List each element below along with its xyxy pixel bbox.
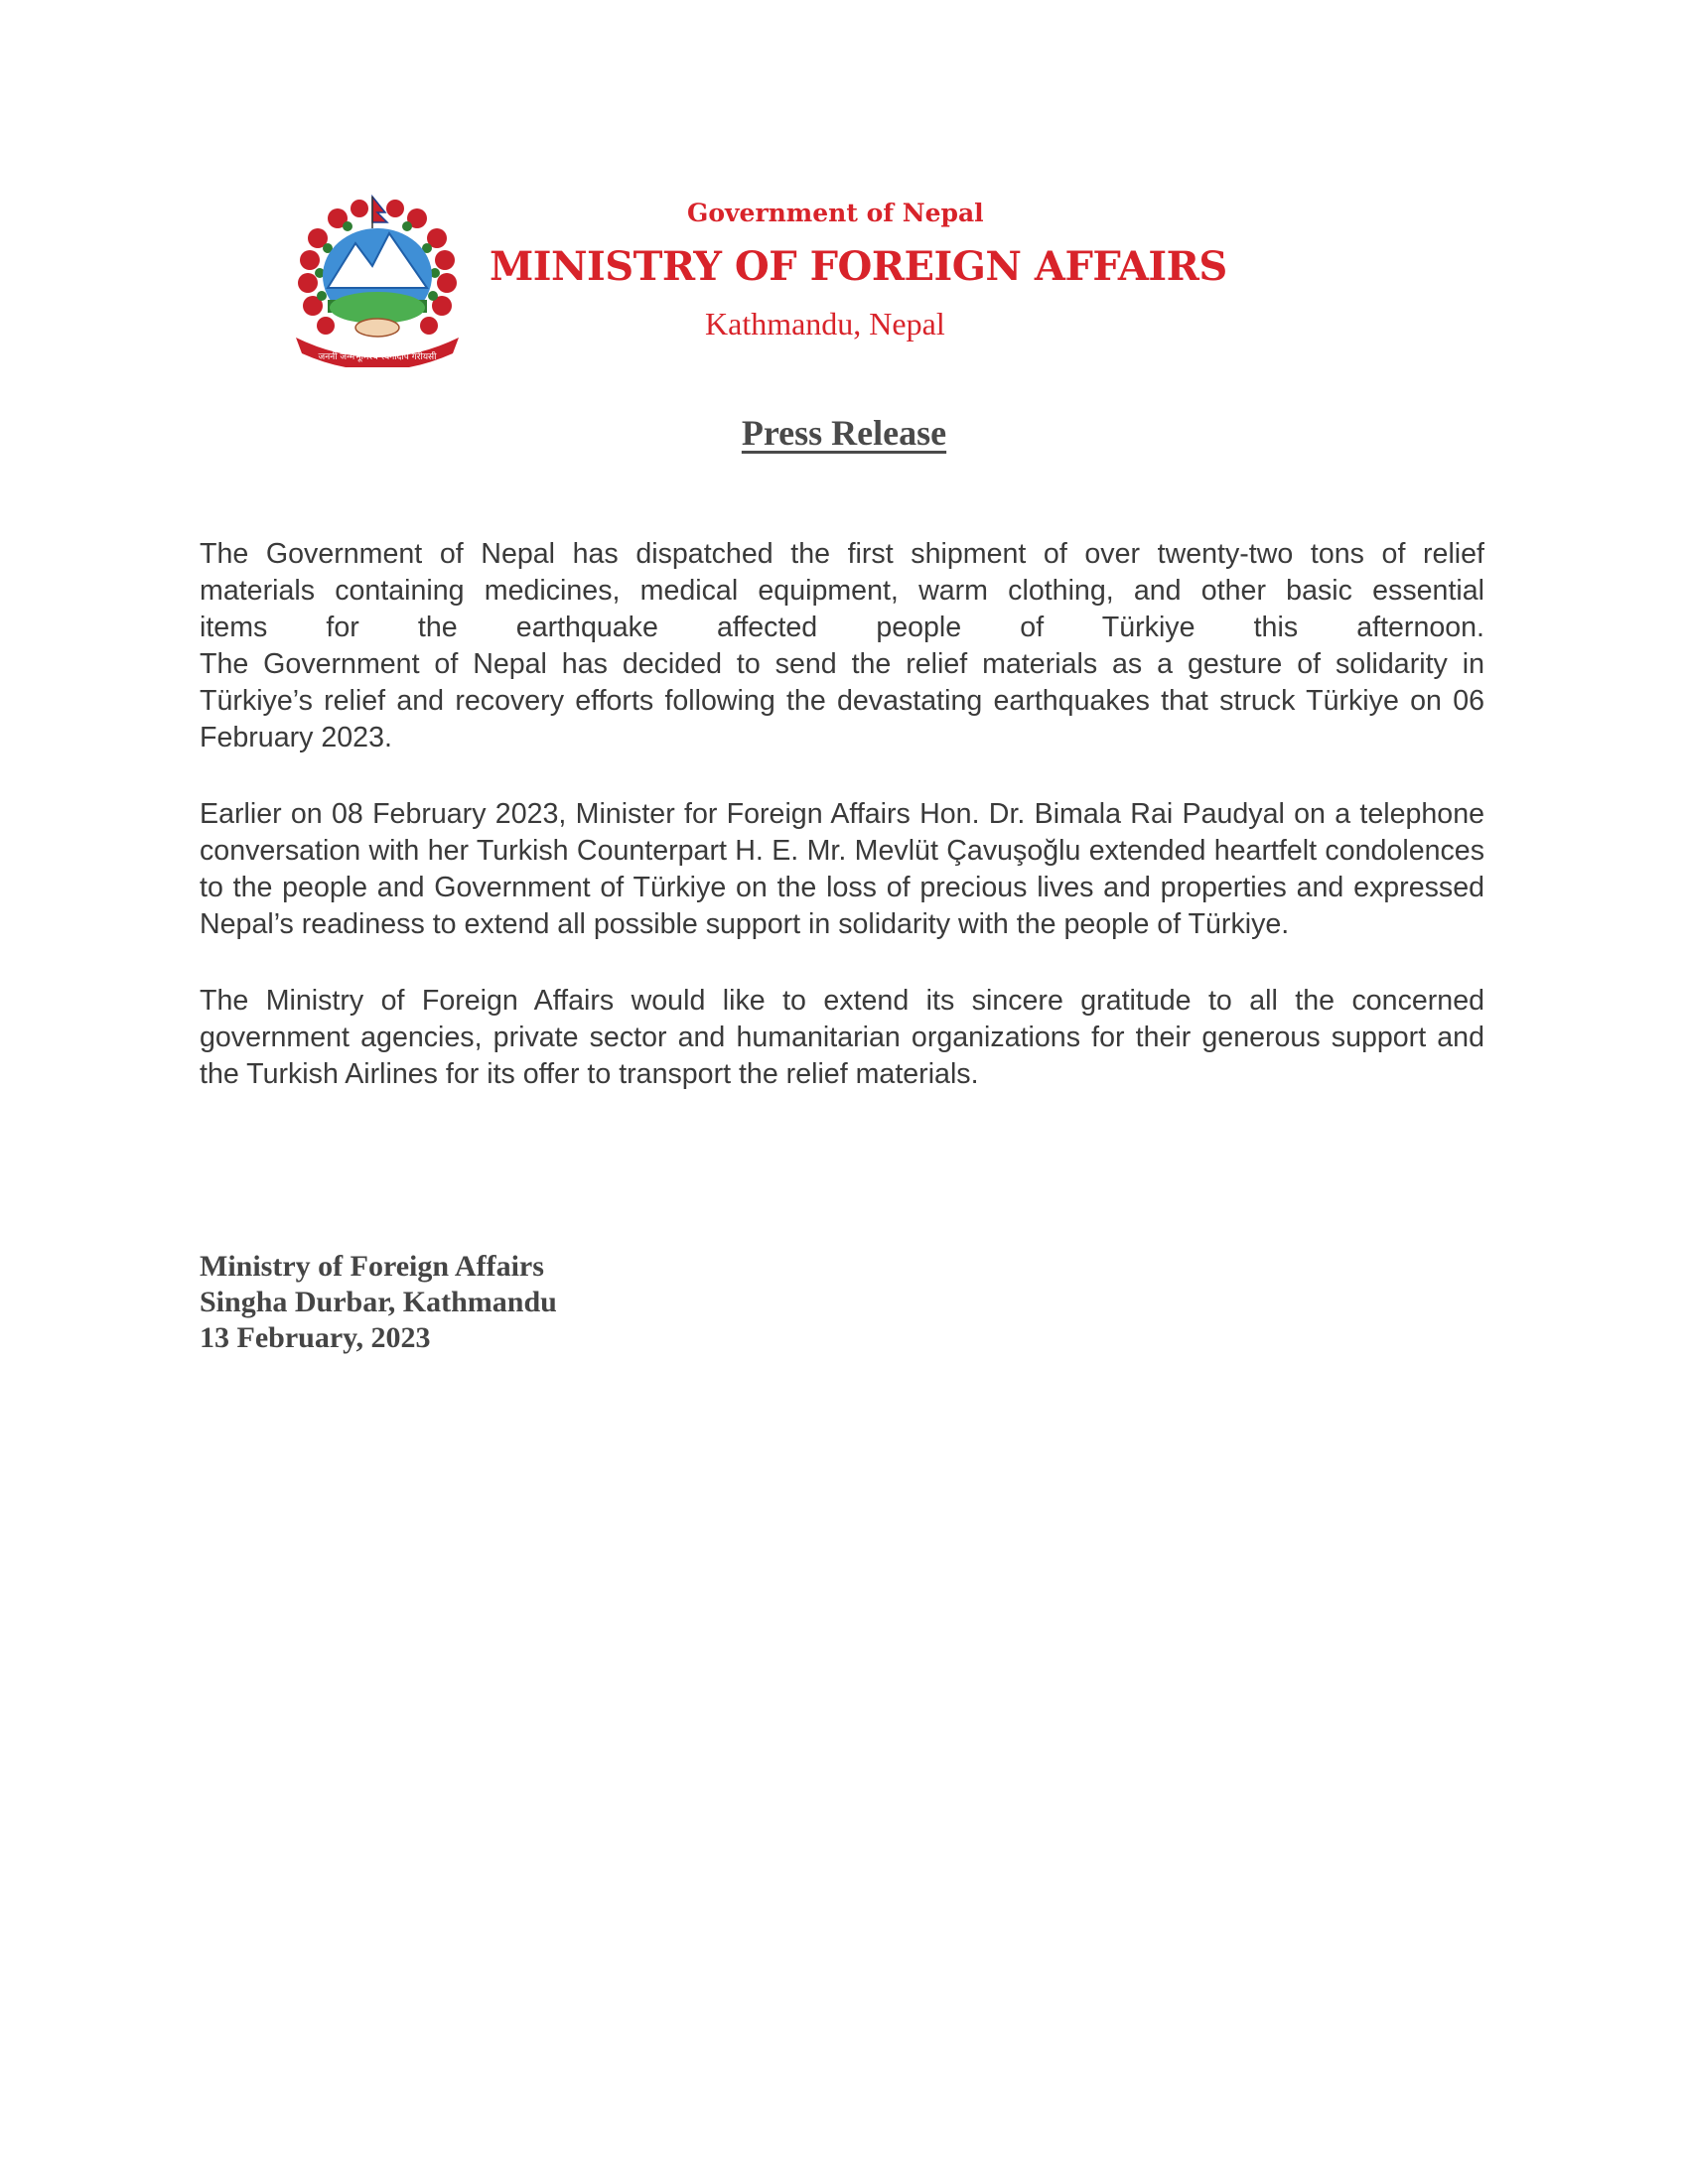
letterhead-city: Kathmandu, Nepal [705,306,945,341]
page-title-text: Press Release [741,413,947,453]
letterhead [278,189,1271,377]
page-title [0,412,1688,454]
signature-address: Singha Durbar, Kathmandu [200,1286,557,1318]
signature-date: 13 February, 2023 [200,1321,431,1354]
svg-text:जननी जन्मभूमिश्च स्वर्गादपि गर: जननी जन्मभूमिश्च स्वर्गादपि गरीयसी [318,352,437,362]
paragraph-2: Earlier on 08 February 2023, Minister for Foreign Affairs Hon. Dr. Bimala Rai Paudyal on a telephone conversation with her Turkish Counterpart H. E. Mr. Mevlüt Çavuşoğlu extended heartfelt condolences to the people and Government of Türkiye on the loss of precious lives and properties and expressed Nepal’s readiness to extend all possible support in solidarity with the people of Türkiye. [200,798,1484,940]
paragraph-1-line-1: The Government of Nepal has dispatched the first shipment of over twenty-two tons of relief [200,538,1484,570]
paragraph-3: The Ministry of Foreign Affairs would like to extend its sincere gratitude to all the concerned government agencies, private sector and humanitarian organizations for their generous support and the Turkish Airlines for its offer to transport the relief materials. [200,985,1484,1090]
nepal-emblem-icon [278,189,477,367]
paragraph-1-line-2: materials containing medicines, medical equipment, warm clothing, and other basic essential [200,575,1484,607]
paragraph-1 [200,536,1484,756]
paragraph-1-line-3: items for the earthquake affected people of Türkiye this afternoon. [200,612,1484,643]
signature-block [200,1249,557,1356]
paragraph-1-rest: The Government of Nepal has decided to send the relief materials as a gesture of solidarity in Türkiye’s relief and recovery efforts following the devastating earthquakes that struck Türkiye on 06 February 2023. [200,648,1484,753]
letterhead-ministry: MINISTRY OF FOREIGN AFFAIRS [490,243,1227,290]
letterhead-government: Government of Nepal [687,199,984,227]
signature-office: Ministry of Foreign Affairs [200,1250,544,1283]
press-release-body [200,536,1484,1133]
